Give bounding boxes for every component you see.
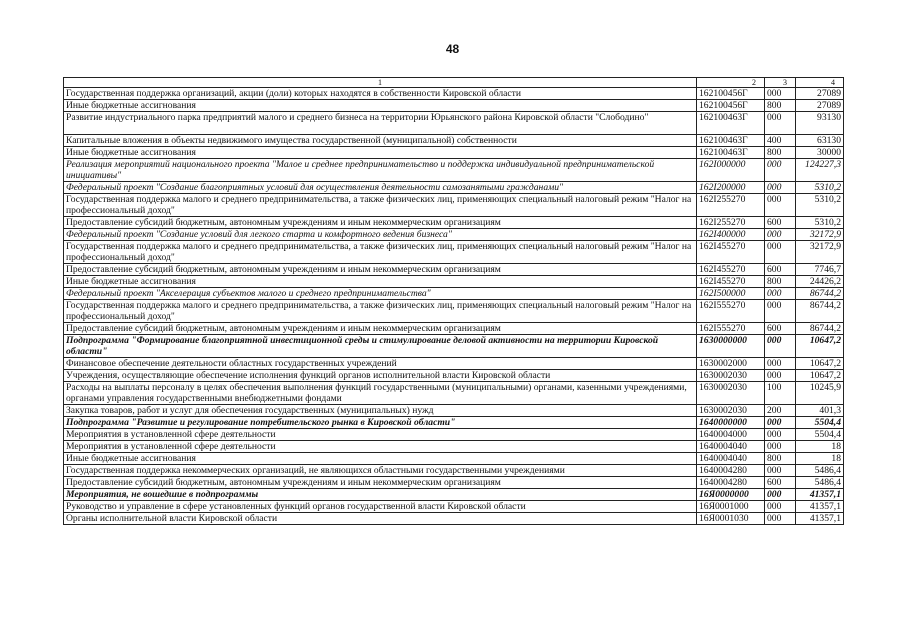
row-vr-cell: 000 [765,417,796,429]
table-row [64,159,844,182]
row-vr-cell: 000 [765,194,796,217]
row-name-cell: Реализация мероприятий национального проекта "Малое и среднее предпринимательство и поддержка индивидуальной предпринимательской инициативы" [64,159,697,182]
row-code-cell: 16Я0001000 [697,501,765,513]
budget-table [63,77,844,525]
row-code-cell: 162100456Г [697,88,765,100]
table-row [64,477,844,489]
row-name-cell: Предоставление субсидий бюджетным, автономным учреждениям и иным некоммерческим организациям [64,477,697,489]
row-vr-cell: 400 [765,135,796,147]
table-row [64,241,844,264]
row-code-cell: 1640000000 [697,417,765,429]
row-code-cell: 1630002030 [697,370,765,382]
row-name-cell: Государственная поддержка некоммерческих организаций, не являющихся областными государственными учреждениями [64,465,697,477]
row-vr-cell: 000 [765,489,796,501]
row-name-cell: Финансовое обеспечение деятельности областных государственных учреждений [64,358,697,370]
row-vr-cell: 000 [765,513,796,525]
row-code-cell: 162I200000 [697,182,765,194]
row-code-cell: 162I455270 [697,264,765,276]
table-row [64,441,844,453]
table-row [64,217,844,229]
row-amount-cell: 86744,2 [796,300,844,323]
row-vr-cell: 000 [765,112,796,135]
row-code-cell: 1640004000 [697,429,765,441]
header-col-3: 3 [765,78,796,88]
table-row [64,513,844,525]
row-code-cell: 1630002000 [697,358,765,370]
row-amount-cell: 5504,4 [796,429,844,441]
row-name-cell: Мероприятия, не вошедшие в подпрограммы [64,489,697,501]
table-row [64,489,844,501]
table-row [64,88,844,100]
row-amount-cell: 93130 [796,112,844,135]
row-name-cell: Иные бюджетные ассигнования [64,100,697,112]
row-amount-cell: 7746,7 [796,264,844,276]
row-vr-cell: 600 [765,477,796,489]
table-row [64,405,844,417]
row-name-cell: Иные бюджетные ассигнования [64,453,697,465]
row-code-cell: 162I000000 [697,159,765,182]
row-amount-cell: 124227,3 [796,159,844,182]
row-vr-cell: 000 [765,358,796,370]
row-amount-cell: 86744,2 [796,323,844,335]
row-amount-cell: 401,3 [796,405,844,417]
row-code-cell: 162I255270 [697,194,765,217]
row-name-cell: Развитие индустриального парка предприятий малого и среднего бизнеса на территории Юрьянского района Кировской области "Слободино" [64,112,697,135]
row-amount-cell: 41357,1 [796,513,844,525]
row-name-cell: Мероприятия в установленной сфере деятельности [64,441,697,453]
row-code-cell: 162100463Г [697,112,765,135]
row-amount-cell: 32172,9 [796,229,844,241]
table-row [64,194,844,217]
row-vr-cell: 600 [765,323,796,335]
row-amount-cell: 10245,9 [796,382,844,405]
header-col-2: 2 [697,78,765,88]
row-vr-cell: 000 [765,159,796,182]
row-amount-cell: 30000 [796,147,844,159]
row-vr-cell: 600 [765,264,796,276]
row-code-cell: 1640004280 [697,465,765,477]
table-row [64,135,844,147]
row-code-cell: 162I255270 [697,217,765,229]
row-amount-cell: 32172,9 [796,241,844,264]
table-row [64,429,844,441]
row-name-cell: Расходы на выплаты персоналу в целях обеспечения выполнения функций государственными (муниципальными) органами, казенными учреждениями, органами управления государственными внебюджетными фондами [64,382,697,405]
row-code-cell: 162100463Г [697,147,765,159]
row-name-cell: Предоставление субсидий бюджетным, автономным учреждениям и иным некоммерческим организациям [64,217,697,229]
row-vr-cell: 800 [765,453,796,465]
row-vr-cell: 600 [765,217,796,229]
row-code-cell: 162100463Г [697,135,765,147]
row-amount-cell: 5310,2 [796,194,844,217]
table-row [64,382,844,405]
table-row [64,288,844,300]
row-name-cell: Подпрограмма "Развитие и регулирование потребительского рынка в Кировской области" [64,417,697,429]
table-row [64,323,844,335]
row-name-cell: Государственная поддержка организаций, акции (доли) которых находятся в собственности Кировской области [64,88,697,100]
row-vr-cell: 000 [765,370,796,382]
row-name-cell: Иные бюджетные ассигнования [64,147,697,159]
row-code-cell: 1630002030 [697,405,765,417]
row-code-cell: 16Я0001030 [697,513,765,525]
row-code-cell: 162I555270 [697,300,765,323]
table-row [64,465,844,477]
row-name-cell: Предоставление субсидий бюджетным, автономным учреждениям и иным некоммерческим организациям [64,323,697,335]
row-name-cell: Мероприятия в установленной сфере деятельности [64,429,697,441]
row-vr-cell: 000 [765,88,796,100]
row-name-cell: Учреждения, осуществляющие обеспечение исполнения функций органов исполнительной власти Кировской области [64,370,697,382]
row-amount-cell: 10647,2 [796,370,844,382]
row-amount-cell: 24426,2 [796,276,844,288]
row-name-cell: Руководство и управление в сфере установленных функций органов государственной власти Кировской области [64,501,697,513]
table-row [64,335,844,358]
table-header-row [64,78,844,88]
row-code-cell: 162I455270 [697,276,765,288]
row-vr-cell: 200 [765,405,796,417]
row-vr-cell: 800 [765,147,796,159]
row-name-cell: Государственная поддержка малого и среднего предпринимательства, а также физических лиц, применяющих специальный налоговый режим "Налог на профессиональный доход" [64,194,697,217]
table-row [64,501,844,513]
row-code-cell: 162I400000 [697,229,765,241]
row-name-cell: Органы исполнительной власти Кировской области [64,513,697,525]
row-code-cell: 162I500000 [697,288,765,300]
row-vr-cell: 000 [765,288,796,300]
page-number: 48 [445,42,460,56]
row-name-cell: Федеральный проект "Создание благоприятных условий для осуществления деятельности самозанятыми гражданами" [64,182,697,194]
row-amount-cell: 27089 [796,88,844,100]
row-name-cell: Капитальные вложения в объекты недвижимого имущества государственной (муниципальной) собственности [64,135,697,147]
table-row [64,358,844,370]
row-amount-cell: 41357,1 [796,501,844,513]
row-amount-cell: 63130 [796,135,844,147]
table-row [64,417,844,429]
row-name-cell: Государственная поддержка малого и среднего предпринимательства, а также физических лиц, применяющих специальный налоговый режим "Налог на профессиональный доход" [64,241,697,264]
row-code-cell: 162I555270 [697,323,765,335]
table-row [64,112,844,135]
table-row [64,264,844,276]
row-code-cell: 1640004280 [697,477,765,489]
row-amount-cell: 5486,4 [796,465,844,477]
row-name-cell: Государственная поддержка малого и среднего предпринимательства, а также физических лиц, применяющих специальный налоговый режим "Налог на профессиональный доход" [64,300,697,323]
row-name-cell: Предоставление субсидий бюджетным, автономным учреждениям и иным некоммерческим организациям [64,264,697,276]
row-code-cell: 1640004040 [697,453,765,465]
row-name-cell: Закупка товаров, работ и услуг для обеспечения государственных (муниципальных) нужд [64,405,697,417]
row-vr-cell: 000 [765,241,796,264]
row-code-cell: 16Я0000000 [697,489,765,501]
row-name-cell: Иные бюджетные ассигнования [64,276,697,288]
row-code-cell: 162100456Г [697,100,765,112]
row-amount-cell: 27089 [796,100,844,112]
header-col-1: 1 [64,78,697,88]
row-amount-cell: 10647,2 [796,335,844,358]
row-vr-cell: 000 [765,429,796,441]
row-vr-cell: 800 [765,100,796,112]
row-vr-cell: 100 [765,382,796,405]
row-amount-cell: 86744,2 [796,288,844,300]
row-name-cell: Федеральный проект "Создание условий для легкого старта и комфортного ведения бизнеса" [64,229,697,241]
row-code-cell: 1640004040 [697,441,765,453]
row-vr-cell: 000 [765,335,796,358]
row-vr-cell: 000 [765,182,796,194]
table-row [64,229,844,241]
table-row [64,147,844,159]
table-row [64,276,844,288]
table-row [64,100,844,112]
row-code-cell: 1630000000 [697,335,765,358]
row-vr-cell: 000 [765,501,796,513]
row-code-cell: 162I455270 [697,241,765,264]
row-vr-cell: 800 [765,276,796,288]
row-amount-cell: 5486,4 [796,477,844,489]
table-row [64,300,844,323]
table-row [64,453,844,465]
row-amount-cell: 18 [796,441,844,453]
row-amount-cell: 5310,2 [796,182,844,194]
header-col-4: 4 [796,78,844,88]
row-code-cell: 1630002030 [697,382,765,405]
row-vr-cell: 000 [765,300,796,323]
row-amount-cell: 10647,2 [796,358,844,370]
row-vr-cell: 000 [765,465,796,477]
row-name-cell: Федеральный проект "Акселерация субъектов малого и среднего предпринимательства" [64,288,697,300]
row-amount-cell: 5310,2 [796,217,844,229]
table-body [64,78,844,525]
row-vr-cell: 000 [765,229,796,241]
row-amount-cell: 41357,1 [796,489,844,501]
row-vr-cell: 000 [765,441,796,453]
row-amount-cell: 18 [796,453,844,465]
table-row [64,182,844,194]
row-name-cell: Подпрограмма "Формирование благоприятной инвестиционной среды и стимулирование деловой активности на территории Кировской области" [64,335,697,358]
table-row [64,370,844,382]
row-amount-cell: 5504,4 [796,417,844,429]
